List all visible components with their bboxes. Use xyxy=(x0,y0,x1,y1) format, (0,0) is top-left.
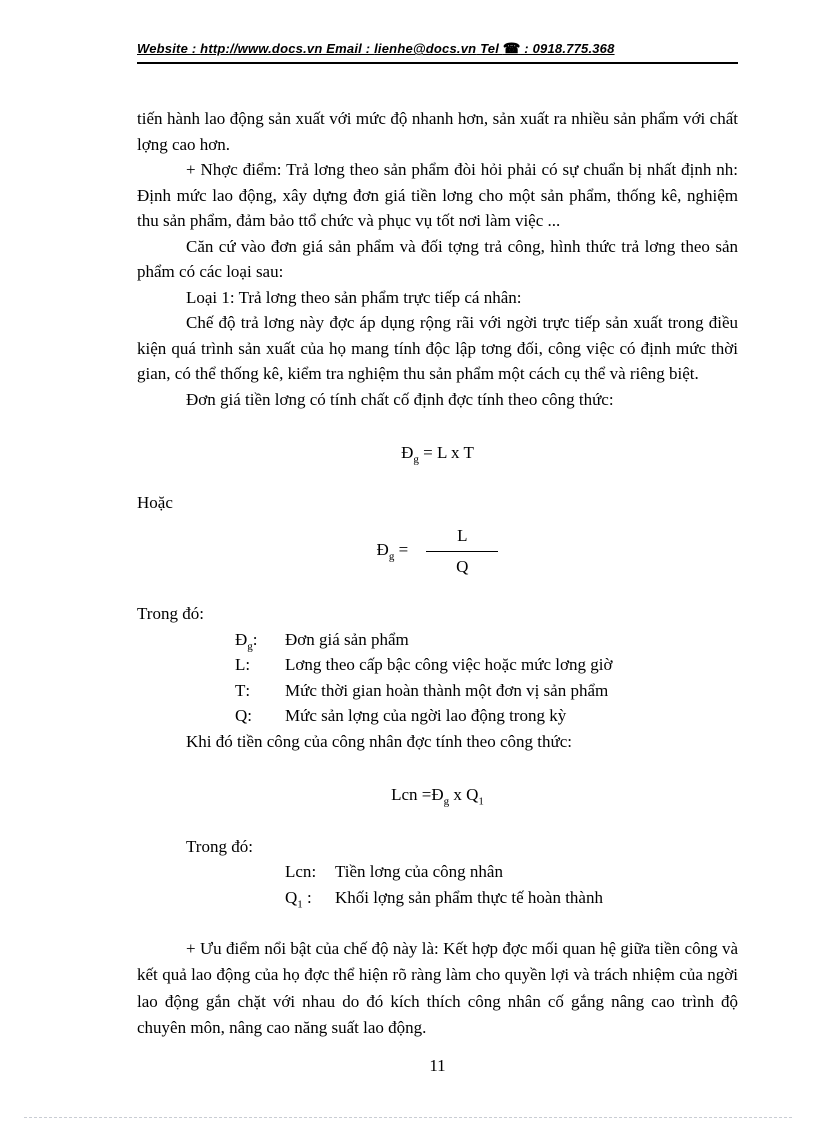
tel-value: : 0918.775.368 xyxy=(520,41,615,56)
website-label: Website : xyxy=(137,41,201,56)
page-header xyxy=(137,40,738,64)
formula-don-gia-fraction xyxy=(137,523,738,579)
page-content xyxy=(137,40,738,1041)
definition-list-1 xyxy=(137,627,738,729)
website-link: http://www.docs.vn xyxy=(200,41,323,56)
page-number: 11 xyxy=(429,1056,446,1075)
definition-term: $Q_1$ : xyxy=(285,887,312,910)
definition-desc: Khối lợng sản phẩm thực tế hoàn thành xyxy=(335,887,603,907)
phone-icon: ☎ xyxy=(502,40,521,56)
definition-term: T: xyxy=(235,680,251,700)
tel-label: Tel xyxy=(476,41,503,56)
paragraph-hoac: Hoặc xyxy=(137,492,173,512)
formula-lhs: $Đ_g$ = xyxy=(376,539,409,563)
paragraph-don-gia: Đơn giá tiền lơng có tính chất cố định đợc tính theo công thức: xyxy=(186,389,614,409)
fraction-denominator: Q xyxy=(426,551,498,580)
document-body xyxy=(137,106,738,1041)
definition-term: L: xyxy=(235,655,251,674)
definition-term: Lcn: xyxy=(285,862,317,881)
definition-desc: Mức sản lợng của ngời lao động trong kỳ xyxy=(285,706,567,725)
definition-desc: Tiền lơng của công nhân xyxy=(335,862,503,881)
definition-row-lcn xyxy=(285,859,738,885)
definition-list-2 xyxy=(137,859,738,910)
header-contact-text xyxy=(137,41,615,56)
definition-term: $Đ_g$: xyxy=(235,629,258,652)
paragraph-loai-1: Loại 1: Trả lơng theo sản phẩm trực tiếp cá nhân: xyxy=(186,287,522,307)
fraction-numerator: L xyxy=(457,526,468,545)
paragraph-uu-diem: + Ưu điểm nổi bật của chế độ này là: Kết hợp đợc mối quan hệ giữa tiền công và kết quả lao động của họ đợc thể hiện rõ ràng làm cho quyền lợi và trách nhiệm của ngời lao động gắn chặt với nhau do đó kích thích công nhân cố gắng nâng cao trình độ chuyên môn, nâng cao năng suất lao động. xyxy=(137,939,738,1037)
email-link: lienhe@docs.vn xyxy=(374,41,477,56)
definition-row-q xyxy=(235,703,738,729)
definition-desc: Mức thời gian hoàn thành một đơn vị sản phẩm xyxy=(285,680,609,700)
formula-text: Lcn $=Đ_g$ x $Q_1$ xyxy=(391,785,484,808)
paragraph-trong-do-2: Trong đó: xyxy=(186,836,253,856)
paragraph-continuation: tiến hành lao động sản xuất với mức độ nhanh hơn, sản xuất ra nhiều sản phẩm với chất lợng cao hơn. xyxy=(137,109,738,154)
definition-row-t xyxy=(235,678,738,704)
definition-row-dg xyxy=(235,627,738,653)
definition-row-l xyxy=(235,652,738,678)
formula-text: $Đ_g = L$ x T xyxy=(401,443,474,466)
definition-desc: Lơng theo cấp bậc công việc hoặc mức lơng giờ xyxy=(285,655,613,674)
email-label: Email : xyxy=(322,41,375,56)
paragraph-can-cu: Căn cứ vào đơn giá sản phẩm và đối tợng trả công, hình thức trả lơng theo sản phẩm có các loại sau: xyxy=(137,236,738,281)
page-boundary-divider xyxy=(24,1117,792,1118)
formula-lcn xyxy=(137,782,738,808)
definition-desc: Đơn giá sản phẩm xyxy=(285,629,409,649)
paragraph-nhuoc-diem: + Nhợc điểm: Trả lơng theo sản phẩm đòi hỏi phải có sự chuẩn bị nhất định nh: Định mức lao động, xây dựng đơn giá tiền lơng cho một sản phẩm, thống kê, nghiệm thu sản phẩm, đảm bảo ttổ chức và phục vụ tốt nơi làm việc ... xyxy=(137,160,738,230)
paragraph-trong-do-1: Trong đó: xyxy=(137,604,204,623)
paragraph-khi-do: Khi đó tiền công của công nhân đợc tính theo công thức: xyxy=(186,731,572,751)
paragraph-che-do: Chế độ trả lơng này đợc áp dụng rộng rãi với ngời trực tiếp sản xuất trong điều kiện quá trình sản xuất của họ mang tính độc lập tơng đối, công việc có định mức thời gian, có thể thống kê, kiểm tra nghiệm thu sản phẩm một cách cụ thể và riêng biệt. xyxy=(137,313,738,383)
fraction xyxy=(426,523,498,579)
definition-row-q1 xyxy=(285,885,738,911)
definition-term: Q: xyxy=(235,706,253,725)
formula-don-gia-multiply xyxy=(137,440,738,466)
